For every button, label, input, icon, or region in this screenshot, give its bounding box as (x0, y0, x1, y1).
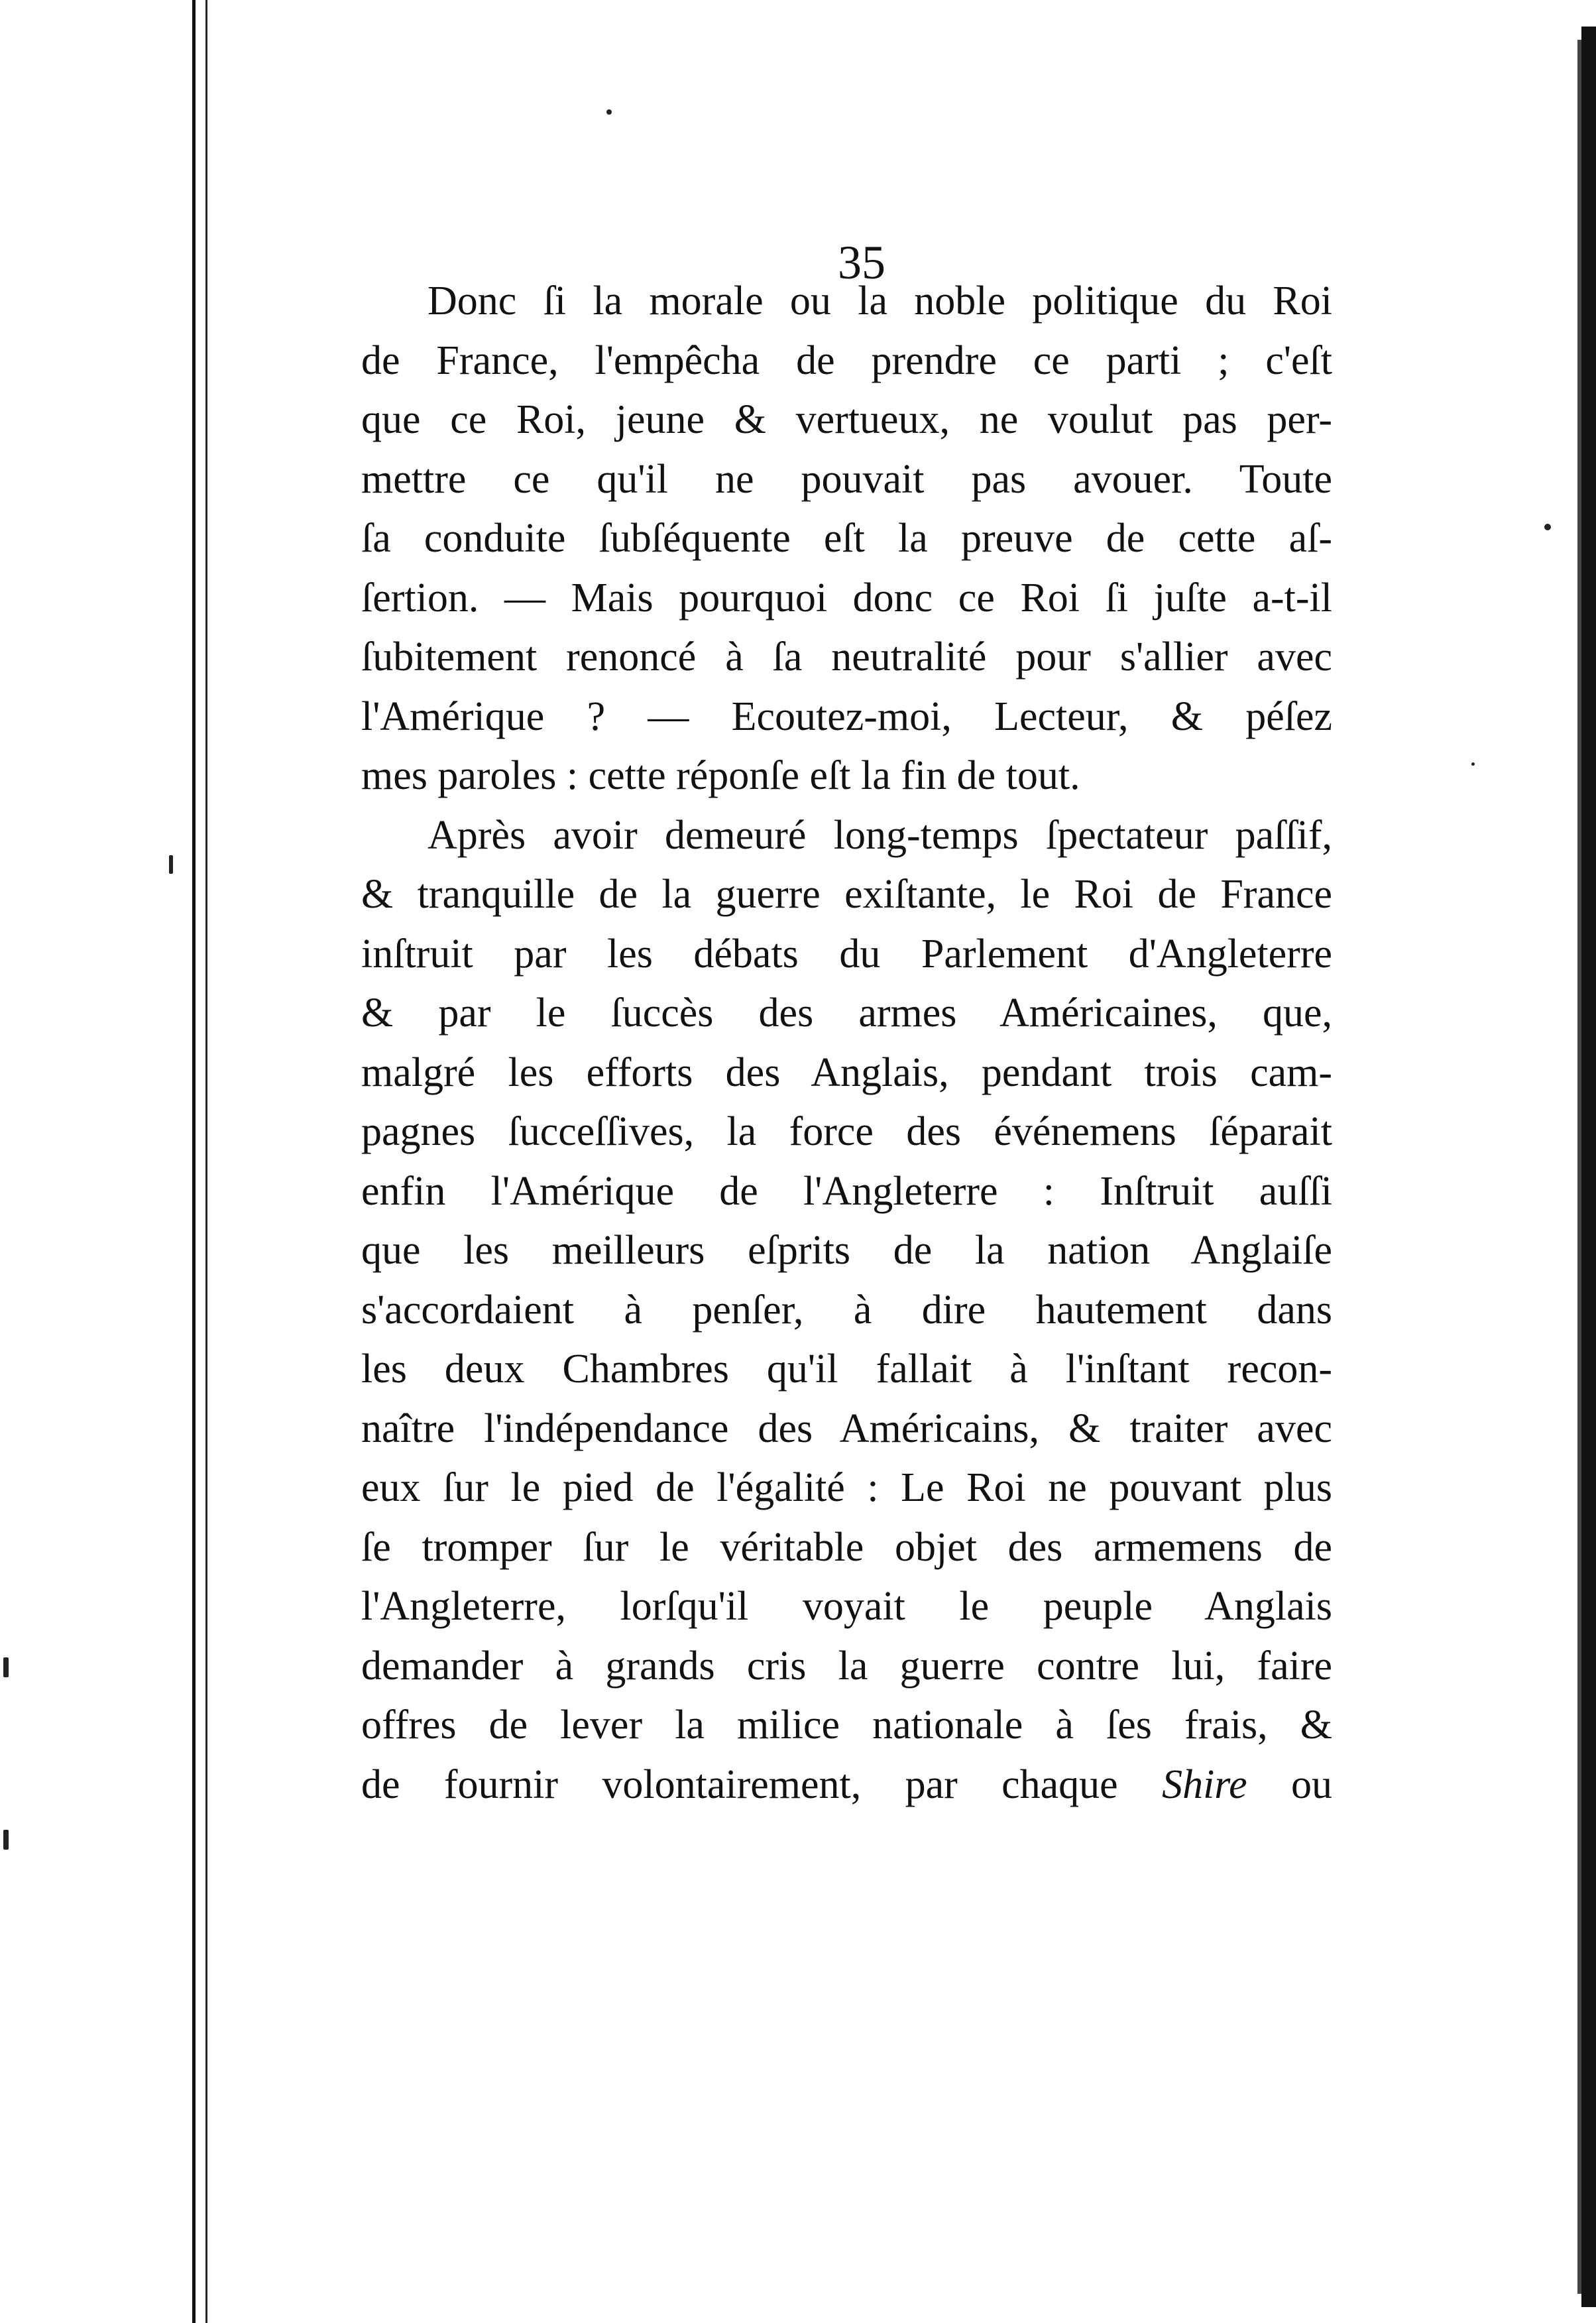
text-line: eux ſur le pied de l'égalité : Le Roi ne pouvant plus (361, 1465, 1332, 1510)
body-text (361, 272, 1332, 1815)
text-line: malgré les efforts des Anglais, pendant trois cam- (361, 1049, 1332, 1095)
text-line: les deux Chambres qu'il fallait à l'inſtant recon- (361, 1346, 1332, 1392)
text-line: demander à grands cris la guerre contre lui, faire (361, 1643, 1332, 1689)
right-page-shadow (1577, 40, 1581, 2294)
text-line: Donc ſi la morale ou la noble politique du Roi (428, 278, 1332, 324)
text-line: naître l'indépendance des Américains, & traiter avec (361, 1405, 1332, 1451)
text-line: que les meilleurs eſprits de la nation Anglaiſe (361, 1228, 1332, 1273)
text-line: pagnes ſucceſſives, la force des événemens ſéparait (361, 1109, 1332, 1154)
text-line-final (361, 1756, 1332, 1815)
italic-word: Shire (1162, 1761, 1247, 1807)
scan-speck (1544, 524, 1551, 530)
text-line: ſe tromper ſur le véritable objet des armemens de (361, 1524, 1332, 1570)
text-line: l'Angleterre, lorſqu'il voyait le peuple Anglais (361, 1584, 1332, 1629)
gutter-line (205, 0, 207, 2323)
text-line: de France, l'empêcha de prendre ce parti ; c'eſt (361, 337, 1332, 383)
scan-speck (3, 1657, 9, 1677)
text-fragment: ou (1291, 1761, 1333, 1807)
text-fragment: de fournir volontairement, par chaque (361, 1761, 1118, 1807)
scan-speck (1471, 762, 1475, 766)
scan-speck (3, 1830, 9, 1850)
scan-speck (606, 109, 612, 115)
text-line: que ce Roi, jeune & vertueux, ne voulut pas per- (361, 397, 1332, 442)
scan-speck (169, 855, 173, 874)
left-page-edge (0, 0, 196, 2323)
text-line: mettre ce qu'il ne pouvait pas avouer. Toute (361, 456, 1332, 502)
right-page-edge (1581, 27, 1596, 2307)
text-line: ſa conduite ſubſéquente eſt la preuve de cette aſ- (361, 516, 1332, 561)
text-line: inſtruit par les débats du Parlement d'Angleterre (361, 931, 1332, 977)
text-line: s'accordaient à penſer, à dire hautement dans (361, 1287, 1332, 1333)
text-line: & par le ſuccès des armes Américaines, que, (361, 990, 1332, 1036)
page-number: 35 (838, 236, 885, 289)
text-line: Après avoir demeuré long-temps ſpectateur paſſif, (428, 812, 1332, 858)
text-line: mes paroles : cette réponſe eſt la fin de tout. (361, 753, 1080, 798)
text-line: ſubitement renoncé à ſa neutralité pour s'allier avec (361, 634, 1332, 680)
text-line: enfin l'Amérique de l'Angleterre : Inſtruit auſſi (361, 1168, 1332, 1214)
text-line: l'Amérique ? — Ecoutez-moi, Lecteur, & péſez (361, 693, 1332, 739)
text-line: & tranquille de la guerre exiſtante, le Roi de France (361, 872, 1332, 917)
text-line: ſertion. — Mais pourquoi donc ce Roi ſi juſte a-t-il (361, 575, 1332, 621)
text-line: offres de lever la milice nationale à ſes frais, & (361, 1702, 1332, 1748)
